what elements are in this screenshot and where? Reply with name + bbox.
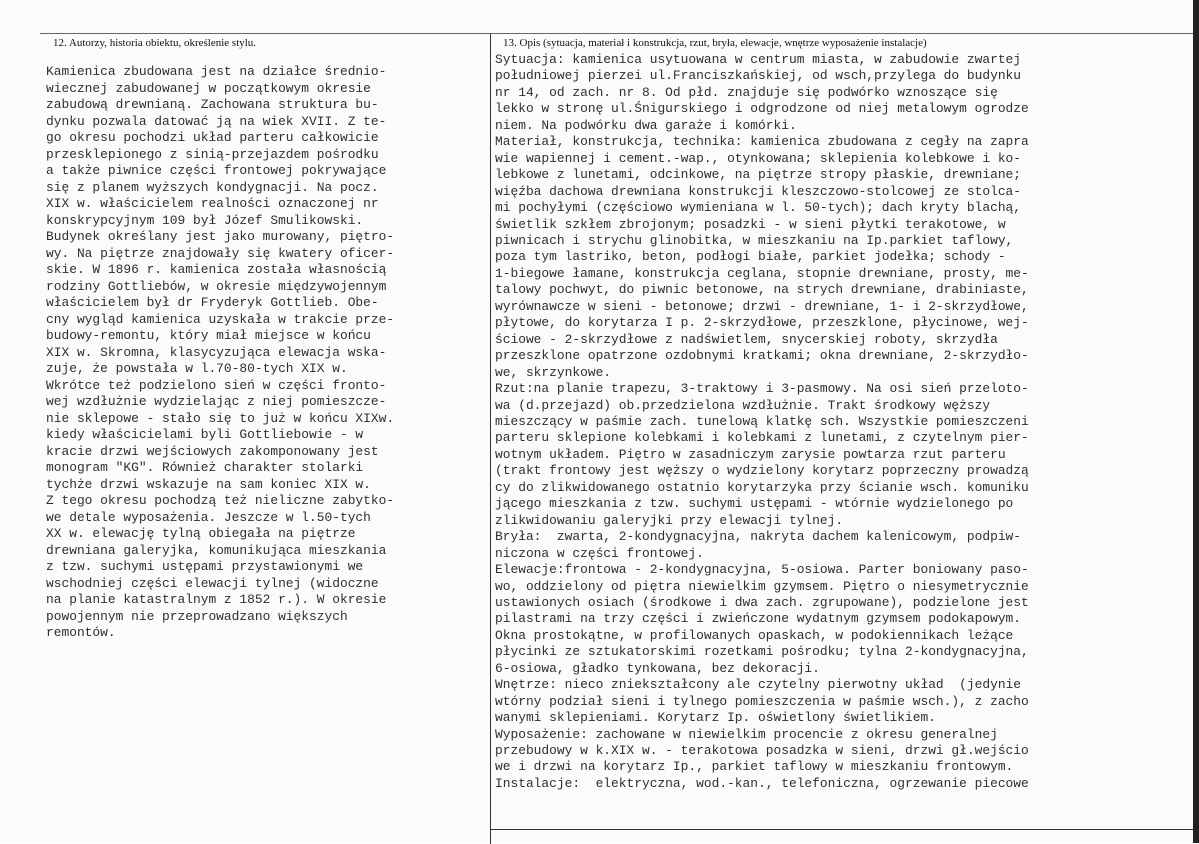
scan-edge <box>1193 0 1199 843</box>
section-12-heading: 12. Autorzy, historia obiektu, określenie stylu. <box>53 37 257 49</box>
section-13-heading: 13. Opis (sytuacja, materiał i konstrukcja, rzut, bryła, elewacje, wnętrze wyposażenie instalacje) <box>503 37 927 49</box>
description-typed-text: Sytuacja: kamienica usytuowana w centrum miasta, w zabudowie zwartej południowej pierzei ul.Franciszkańskiej, od wsch,przylega do budynku nr 14, od zach. nr 8. Od płd. znajduje się podwórko wznoszące się lekko w stronę ul.Śnigurskiego i odgrodzone od niej metalowym ogrodze niem. Na podwórku dwa garaże i komórki. Materiał, konstrukcja, technika: kamienica zbudowana z cegły na zapra wie wapiennej i cement.-wap., otynkowana; sklepienia kolebkowe i ko- lebkowe z lunetami, odcinkowe, na piętrze stropy płaskie, drewniane; więźba dachowa drewniana konstrukcji kleszczowo-stolcowej ze stolca- mi pochyłymi (częściowo wymieniana w l. 50-tych); dach kryty blachą, świetlik szkłem zbrojonym; posadzki - w sieni płytki terakotowe, w piwnicach i strychu glinobitka, w mieszkaniu na Ip.parkiet taflowy, poza tym lastriko, beton, podłogi białe, parkiet jodełka; schody - 1-biegowe łamane, konstrukcja ceglana, stopnie drewniane, prosty, me- talowy pochwyt, do piwnic betonowe, na strych drewniane, drabiniaste, wyrównawcze w sieni - betonowe; drzwi - drewniane, 1- i 2-skrzydłowe, płytowe, do korytarza I p. 2-skrzydłowe, przeszklone, płycinowe, wej- ściowe - 2-skrzydłowe z nadświetlem, snycerskiej roboty, skrzydła przeszklone opatrzone ozdobnymi kratkami; okna drewniane, 2-skrzydło- we, skrzynkowe. Rzut:na planie trapezu, 3-traktowy i 3-pasmowy. Na osi sień przeloto- wa (d.przejazd) ob.przedzielona wzdłużnie. Trakt środkowy węższy mieszczący w paśmie zach. tunelową klatkę sch. Wszystkie pomieszczeni parteru sklepione kolebkami i kolebkami z lunetami, z czytelnym pier- wotnym układem. Piętro w zasadniczym zarysie powtarza rzut parteru (trakt frontowy jest węższy o wydzielony korytarz poprzeczny prowadzą cy do zlikwidowanego ostatnio korytarzyka przy ścianie wsch. komuniku jącego mieszkania z tzw. suchymi ustępami - wtórnie wydzielonego po zlikwidowaniu galeryjki przy elewacji tylnej. Bryła: zwarta, 2-kondygnacyjna, nakryta dachem kalenicowym, podpiw- niczona w części frontowej. Elewacje:frontowa - 2-kondygnacyjna, 5-osiowa. Parter boniowany paso- wo, oddzielony od piętra niewielkim gzymsem. Piętro o niesymetrycznie ustawionych osiach (środkowe i dwa zach. zgrupowane), podzielone jest pilastrami na trzy części i zwieńczone wydatnym gzymsem podokapowym. Okna prostokątne, w profilowanych opaskach, w podokiennikach leżące płycinki ze sztukatorskimi rozetkami pośrodku; tylna 2-kondygnacyjna, 6-osiowa, gładko tynkowana, bez dekoracji. Wnętrze: nieco zniekształcony ale czytelny pierwotny układ (jedynie wtórny podział sieni i tylnego pomieszczenia w paśmie wsch.), z zacho wanymi sklepieniami. Korytarz Ip. oświetlony świetlikiem. Wyposażenie: zachowane w niewielkim procencie z okresu generalnej przebudowy w k.XIX w. - terakotowa posadzka w sieni, drzwi gł.wejścio we i drzwi na korytarz Ip., parkiet taflowy w mieszkaniu frontowym. Instalacje: elektryczna, wod.-kan., telefoniczna, ogrzewanie piecowe <box>495 52 1029 791</box>
history-typed-text: Kamienica zbudowana jest na działce średnio- wiecznej zabudowanej w początkowym okresie zabudową drewnianą. Zachowana struktura bu- dynku pozwala datować ją na wiek XVII. Z te- go okresu pochodzi układ parteru całkowicie przesklepionego z sinią-przejazdem pośrodku a także piwnice części frontowej pokrywające się z planem wyższych kondygnacji. Na pocz. XIX w. właścicielem realności oznaczonej nr konskrypcyjnym 109 był Józef Smulikowski. Budynek określany jest jako murowany, piętro- wy. Na piętrze znajdowały się kwatery oficer- skie. W 1896 r. kamienica została własnością rodziny Gottliebów, w okresie międzywojennym właścicielem był dr Fryderyk Gottlieb. Obe- cny wygląd kamienica uzyskała w trakcie prze- budowy-remontu, który miał miejsce w końcu XIX w. Skromna, klasycyzująca elewacja wska- zuje, że powstała w l.70-80-tych XIX w. Wkrótce też podzielono sień w części fronto- wej wzdłużnie wydzielając z niej pomieszcze- nie sklepowe - stało się to już w końcu XIXw. kiedy właścicielami byli Gottliebowie - w kracie drzwi wejściowych zakomponowany jest monogram "KG". Również charakter stolarki tychże drzwi wskazuje na sam koniec XIX w. Z tego okresu pochodzą też nieliczne zabytko- we detale wyposażenia. Jeszcze w l.50-tych XX w. elewację tylną obiegała na piętrze drewniana galeryjka, komunikująca mieszkania z tzw. suchymi ustępami przystawionymi we wschodniej części elewacji tylnej (widoczne na planie katastralnym z 1852 r.). W okresie powojennym nie przeprowadzano większych remontów. <box>46 64 395 640</box>
